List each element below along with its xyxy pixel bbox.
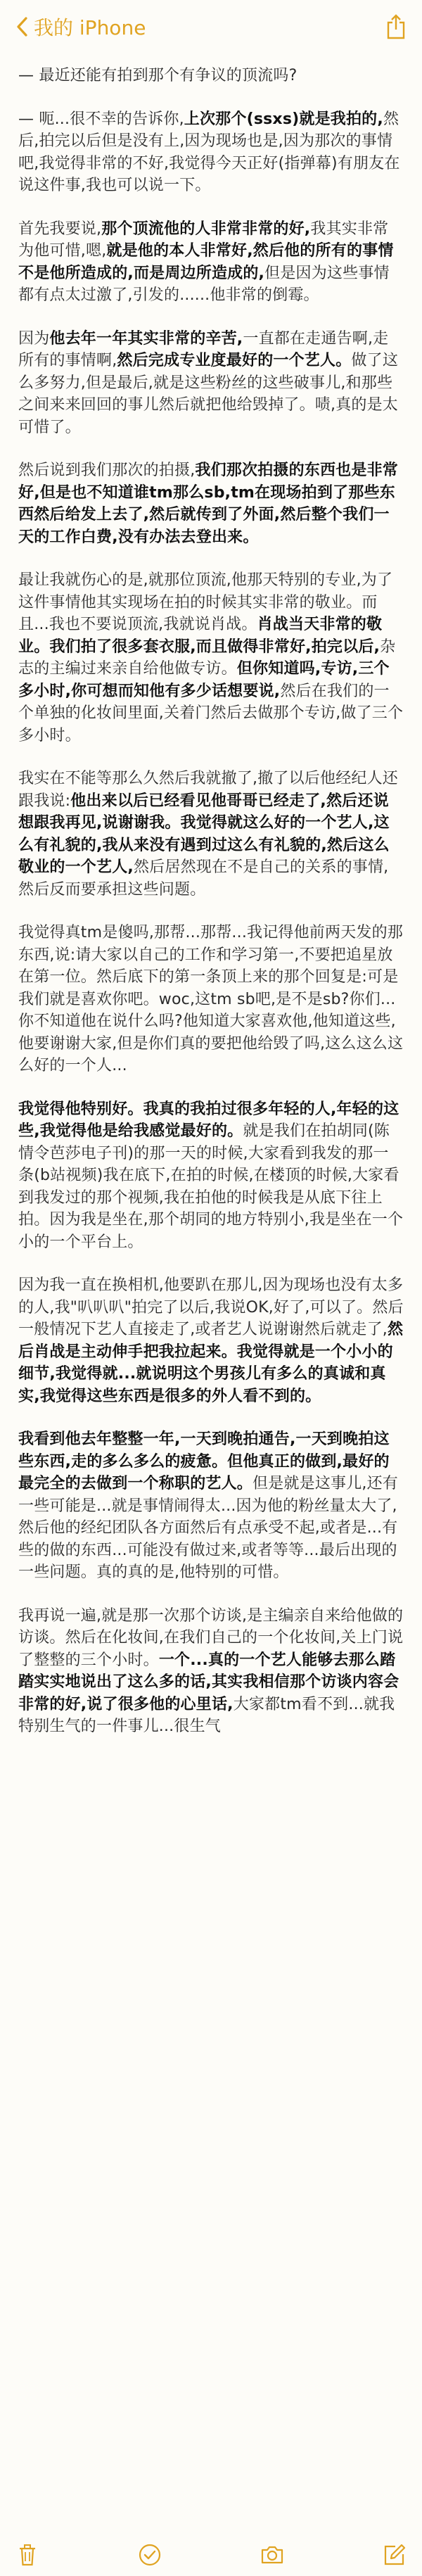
bold-text: 就是他的本人非常好,然后他的所有的事情不是他所造成的,而是周边所造成的, xyxy=(18,242,394,282)
back-button[interactable] xyxy=(15,13,146,41)
chevron-left-icon xyxy=(15,16,28,37)
share-icon[interactable] xyxy=(385,14,407,39)
note-paragraph xyxy=(18,922,404,1077)
body-text: 但是因为这些事情都有点太过激了,引发的......他非常的倒霉。 xyxy=(18,264,390,304)
body-text: 我再说一遍,就是那一次那个访谈,是主编亲自来给他做的访谈。然后在化妆间,在我们自己的一个化妆间,关上门说了整整的三个小时。 xyxy=(18,1606,404,1669)
body-text: 然后,拍完以后但是没有上,因为现场也是,因为那次的事情吧,我觉得非常的不好,我觉得今天正好(指弹幕)有朋友在说这件事,我也可以说一下。 xyxy=(18,110,400,194)
body-text: 我其实非常为他可惜,嗯, xyxy=(18,220,389,260)
bold-text: 然后肖战是主动伸手把我拉起来。我觉得就是一个小小的细节,我觉得就...就说明这个男孩儿有多么的真诚和真实,我觉得这些东西是很多的外人看不到的。 xyxy=(18,1321,404,1405)
note-paragraph xyxy=(18,108,404,197)
note-paragraph xyxy=(18,1605,404,1738)
note-paragraph xyxy=(18,65,404,87)
camera-icon[interactable] xyxy=(260,2543,284,2567)
body-text: 大家都tm看不到...就我特别生气的一件事儿...很生气 xyxy=(18,1695,395,1735)
bold-text: 他去年一年其实非常的辛苦, xyxy=(49,329,243,348)
note-paragraph xyxy=(18,569,404,747)
bold-text: 肖战当天非常的敬业。我们拍了很多套衣服,而且做得非常好,拍完以后, xyxy=(18,616,383,656)
back-label: 我的 iPhone xyxy=(34,16,146,39)
bold-text: 一个...真的一个艺人能够去那么踏踏实实地说出了这么多的话,其实我相信那个访谈内容会非常的好,说了很多他的心里话, xyxy=(18,1651,399,1713)
body-text: — 呃...很不幸的告诉你, xyxy=(18,110,184,128)
body-text: 我实在不能等那么久然后我就撤了,撤了以后他经纪人还跟我说: xyxy=(18,770,398,810)
body-text: 杂志的主编过来亲自给他做专访。 xyxy=(18,637,396,678)
checklist-icon[interactable] xyxy=(138,2543,162,2567)
body-text: 一直都在走通告啊,走所有的事情啊, xyxy=(18,329,389,369)
note-paragraph xyxy=(18,1274,404,1407)
body-text: 做了这么多努力,但是最后,就是这些粉丝的这些破事儿,和那些之间来来回回的事儿然后就把他给毁掉了。啧,真的是太可惜了。 xyxy=(18,352,399,436)
bottom-toolbar xyxy=(0,2534,422,2576)
bold-text: 我觉得他特别好。我真的我拍过很多年轻的人,年轻的这些,我觉得他是给我感觉最好的。 xyxy=(18,1100,399,1140)
bold-text: 我们那次拍摄的东西也是非常好,但是也不知道谁tm那么sb,tm在现场拍到了那些东西然后给发上去了,然后就传到了外面,然后整个我们一天的工作白费,没有办法去登出来。 xyxy=(18,462,399,546)
body-text: 但是就是这事儿,还有一些可能是...就是事情闹得太...因为他的粉丝量太大了,然后他的经纪团队各方面然后有点承受不起,或者是...有些的做的东西...可能没有做过来,或者等等...最后出现的一些问题。真的真的是,他特别的可惜。 xyxy=(18,1475,399,1581)
body-text: 因为 xyxy=(18,329,50,348)
compose-icon[interactable] xyxy=(383,2543,407,2567)
note-paragraph xyxy=(18,1098,404,1254)
note-paragraph xyxy=(18,218,404,307)
body-text: 然后说到我们那次的拍摄, xyxy=(18,462,196,479)
bold-text: 但你知道吗,专访,三个多小时,你可想而知他有多少话想要说, xyxy=(18,660,390,700)
bold-text: 上次那个(ssxs)就是我拍的, xyxy=(184,110,383,128)
note-paragraph xyxy=(18,1428,404,1584)
body-text: 我觉得真tm是傻吗,那帮...那帮...我记得他前两天发的那东西,说:请大家以自己的工作和学习第一,不要把追星放在第一位。然后底下的第一条顶上来的那个回复是:可是我们就是喜欢你吧。woc,这tm sb吧,是不是sb?你们...你不知道他在说什么吗?他知道大家喜欢他,他知道这些,他要谢谢大家,但是你们真的要把他给毁了吗,这么这么这么好的一个人... xyxy=(18,924,404,1074)
body-text: 最让我就伤心的是,就那位顶流,他那天特别的专业,为了这件事情他其实现场在拍的时候其实非常的敬业。而且...我也不要说顶流,我就说肖战。 xyxy=(18,571,393,633)
nav-bar xyxy=(0,0,422,53)
bold-text: 然后完成专业度最好的一个艺人。 xyxy=(117,352,352,369)
bold-text: 他出来以后已经看见他哥哥已经走了,然后还说想跟我再见,说谢谢我。我觉得就这么好的一个艺人,这么有礼貌的,我从来没有遇到过这么有礼貌的,然后这么敬业的一个艺人, xyxy=(18,792,390,876)
body-text: 首先我要说, xyxy=(18,220,102,238)
body-text: 就是我们在拍胡同(陈情令芭莎电子刊)的那一天的时候,大家看到我发的那一条(b站视频)我在底下,在拍的时候,在楼顶的时候,大家看到我发过的那个视频,我在拍他的时候我是从底下往上拍。因为我是坐在,那个胡同的地方特别小,我是坐在一个小的一个平台上。 xyxy=(18,1122,404,1251)
body-text: 然后在我们的一个单独的化妆间里面,关着门然后去做那个专访,做了三个多小时。 xyxy=(18,682,404,744)
note-body[interactable] xyxy=(0,65,422,1759)
note-paragraph xyxy=(18,459,404,548)
bold-text: 我看到他去年整整一年,一天到晚拍通告,一天到晚拍这些东西,走的多么多么的疲惫。但他真正的做到,最好的最完全的去做到一个称职的艺人。 xyxy=(18,1430,390,1492)
body-text: — 最近还能有拍到那个有争议的顶流吗? xyxy=(18,67,298,84)
bold-text: 那个顶流他的人非常非常的好, xyxy=(101,220,311,238)
body-text: 因为我一直在换相机,他要趴在那儿,因为现场也没有太多的人,我"叭叭叭"拍完了以后,我说OK,好了,可以了。然后一般情况下艺人直接走了,或者艺人说谢谢然后就走了, xyxy=(18,1276,404,1338)
trash-icon[interactable] xyxy=(15,2543,39,2567)
body-text: 然后居然现在不是自己的关系的事情,然后反而要承担这些问题。 xyxy=(18,858,389,899)
note-paragraph xyxy=(18,328,404,439)
note-paragraph xyxy=(18,768,404,901)
